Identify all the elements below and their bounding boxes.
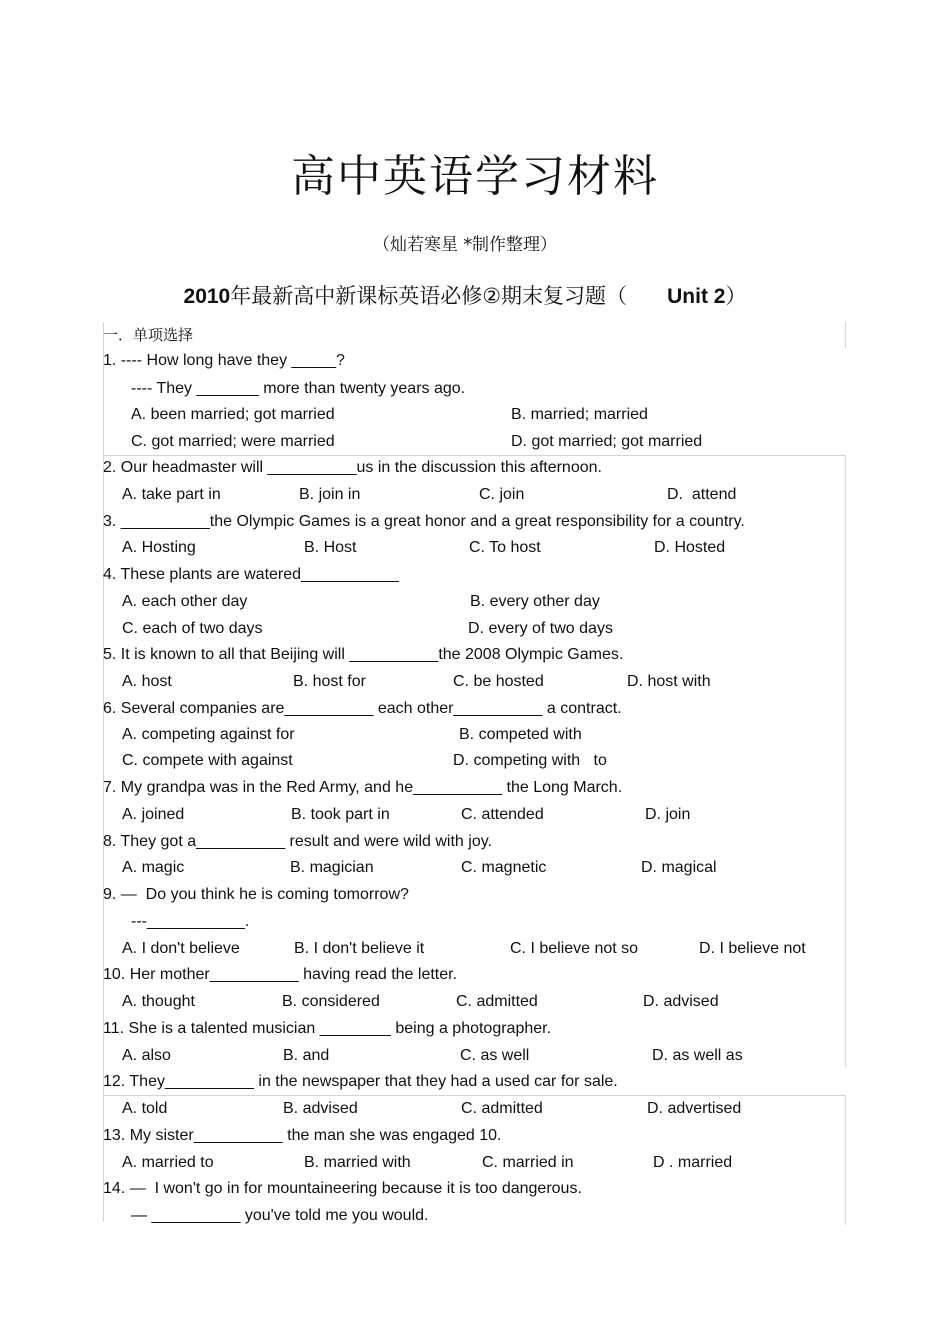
- option-b: B. Host: [304, 539, 357, 556]
- question-stem: 11. She is a talented musician ________ being a photographer.: [103, 1020, 552, 1037]
- question-stem: 10. Her mother__________ having read the letter.: [103, 966, 458, 983]
- question-stem: 2. Our headmaster will __________us in the discussion this afternoon.: [103, 459, 602, 476]
- right-margin-line: [845, 455, 846, 1067]
- question-stem: 13. My sister__________ the man she was engaged 10.: [103, 1127, 502, 1144]
- option-d: D. competing with to: [453, 752, 607, 769]
- option-c: C. compete with against: [122, 752, 293, 769]
- question-stem: 4. These plants are watered___________: [103, 566, 399, 583]
- option-a: A. married to: [122, 1154, 214, 1171]
- option-c: C. each of two days: [122, 620, 263, 637]
- option-d: D. attend: [667, 486, 737, 503]
- option-c: C. attended: [461, 806, 544, 823]
- option-b: B. host for: [293, 673, 366, 690]
- option-b: B. every other day: [470, 593, 600, 610]
- option-d: D. every of two days: [468, 620, 613, 637]
- option-d: D. I believe not: [699, 940, 806, 957]
- option-a: A. also: [122, 1047, 171, 1064]
- option-c: C. join: [479, 486, 525, 503]
- row-divider-line: [103, 455, 845, 456]
- question-stem: 5. It is known to all that Beijing will __________the 2008 Olympic Games.: [103, 646, 624, 663]
- option-a: A. joined: [122, 806, 185, 823]
- question-stem: 12. They__________ in the newspaper that they had a used car for sale.: [103, 1073, 618, 1090]
- option-b: B. magician: [290, 859, 374, 876]
- option-b: B. join in: [299, 486, 361, 503]
- option-a: A. been married; got married: [131, 406, 335, 423]
- question-stem-reply: ---___________.: [131, 913, 250, 930]
- heading-text: 年最新高中新课标英语必修②期末复习题（: [230, 284, 628, 308]
- option-a: A. thought: [122, 993, 195, 1010]
- document-subtitle: （灿若寒星 *制作整理）: [373, 235, 557, 255]
- question-stem: 7. My grandpa was in the Red Army, and he__________ the Long March.: [103, 779, 623, 796]
- option-d: D. got married; got married: [511, 433, 703, 450]
- question-stem: 9. — Do you think he is coming tomorrow?: [103, 886, 409, 903]
- question-stem: 14. — I won't go in for mountaineering because it is too dangerous.: [103, 1180, 582, 1197]
- option-b: B. took part in: [291, 806, 390, 823]
- option-c: C. admitted: [461, 1100, 543, 1117]
- option-b: B. competed with: [459, 726, 582, 743]
- option-d: D. advertised: [647, 1100, 742, 1117]
- option-a: A. host: [122, 673, 172, 690]
- option-a: A. I don't believe: [122, 940, 240, 957]
- right-margin-line: [845, 322, 846, 348]
- option-d: D. advised: [643, 993, 719, 1010]
- option-d: D. as well as: [652, 1047, 743, 1064]
- option-d: D. Hosted: [654, 539, 726, 556]
- option-a: A. Hosting: [122, 539, 196, 556]
- option-b: B. married with: [304, 1154, 411, 1171]
- heading-unit: Unit 2: [667, 285, 726, 308]
- heading-year: 2010: [183, 285, 231, 308]
- option-a: A. told: [122, 1100, 168, 1117]
- question-stem: 6. Several companies are__________ each other__________ a contract.: [103, 700, 622, 717]
- option-c: C. admitted: [456, 993, 538, 1010]
- option-c: C. got married; were married: [131, 433, 335, 450]
- option-c: C. be hosted: [453, 673, 544, 690]
- question-stem: 1. ---- How long have they _____?: [103, 352, 345, 369]
- option-a: A. take part in: [122, 486, 221, 503]
- right-margin-line: [845, 1095, 846, 1225]
- option-b: B. considered: [282, 993, 380, 1010]
- row-divider-line: [103, 1095, 845, 1096]
- option-d: D. join: [645, 806, 691, 823]
- option-d: D. magical: [641, 859, 717, 876]
- option-a: A. each other day: [122, 593, 248, 610]
- option-a: A. magic: [122, 859, 185, 876]
- question-stem-reply: ---- They _______ more than twenty years ago.: [131, 380, 466, 397]
- option-b: B. I don't believe it: [294, 940, 425, 957]
- question-stem: 3. __________the Olympic Games is a great honor and a great responsibility for a country.: [103, 513, 745, 530]
- exam-heading: [0, 280, 930, 310]
- option-d: D . married: [653, 1154, 733, 1171]
- heading-close: ）: [725, 284, 747, 308]
- option-c: C. magnetic: [461, 859, 547, 876]
- option-c: C. To host: [469, 539, 541, 556]
- option-c: C. as well: [460, 1047, 530, 1064]
- option-c: C. I believe not so: [510, 940, 639, 957]
- option-d: D. host with: [627, 673, 711, 690]
- question-stem-reply: — __________ you've told me you would.: [131, 1207, 429, 1224]
- section-label: 一．单项选择: [103, 326, 194, 344]
- option-b: B. advised: [283, 1100, 358, 1117]
- option-a: A. competing against for: [122, 726, 295, 743]
- option-b: B. married; married: [511, 406, 648, 423]
- option-c: C. married in: [482, 1154, 574, 1171]
- document-title: 高中英语学习材料: [291, 151, 659, 202]
- option-b: B. and: [283, 1047, 330, 1064]
- question-stem: 8. They got a__________ result and were wild with joy.: [103, 833, 492, 850]
